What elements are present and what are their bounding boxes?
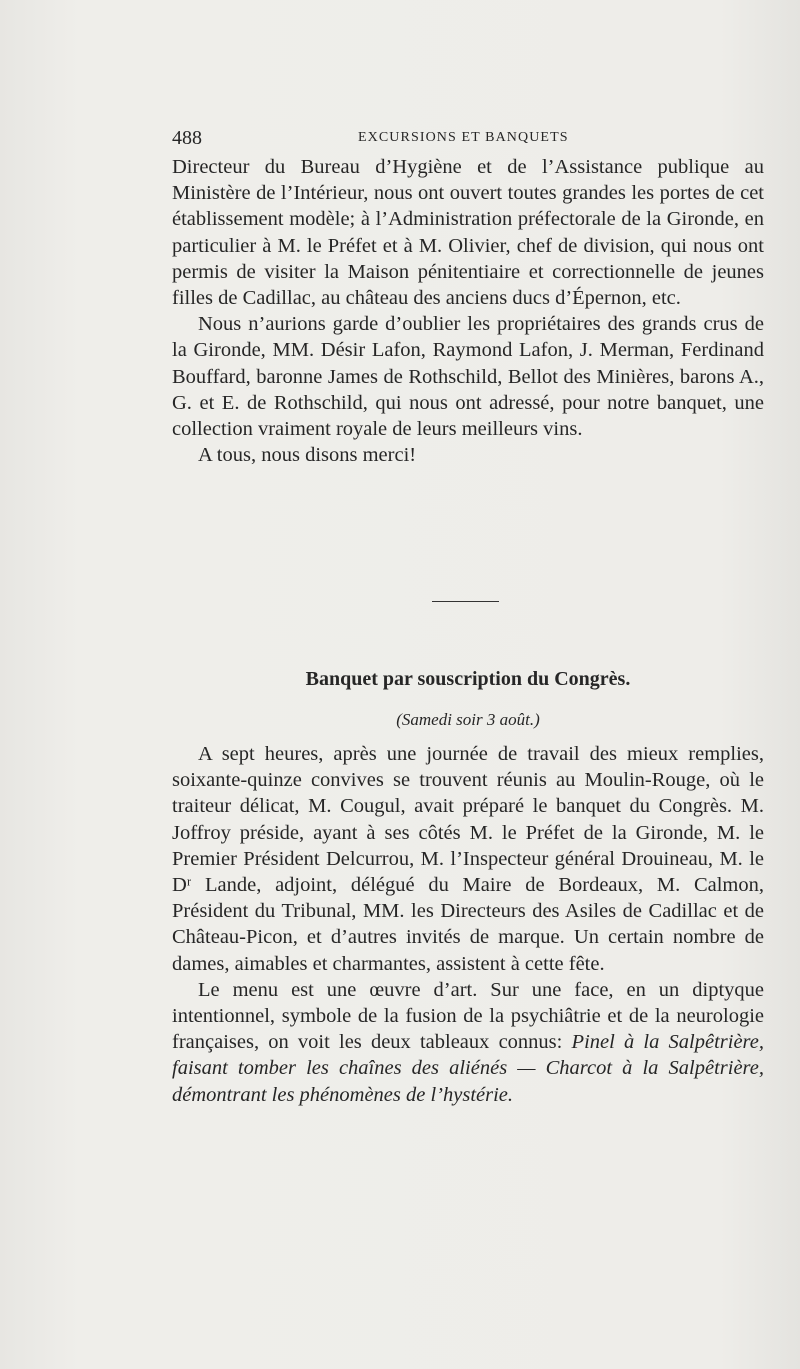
menu-text-plain: Le menu est une œuvre d’art. Sur une face, en un diptyque intentionnel, symbole de la fusion de la psychiâtrie et de la neurologie françaises, on voit les deux tableaux connus:	[172, 978, 764, 1054]
running-head	[172, 127, 764, 151]
paragraph-thanks-administration: Directeur du Bureau d’Hygiène et de l’Assistance publique au Ministère de l’Intérieur, nous ont ouvert toutes grandes les portes de cet établissement modèle; à l’Administration préfectorale de la Gironde, en particulier à M. le Préfet et à M. Olivier, chef de division, qui nous ont permis de visiter la Maison pénitentiaire et correctionnelle de jeunes filles de Cadillac, au château des anciens ducs d’Épernon, etc.	[172, 156, 764, 310]
section-date: (Samedi soir 3 août.)	[396, 710, 540, 729]
menu-text-italic: Pinel à la Salpêtrière, faisant tomber les chaînes des aliénés — Charcot à la Salpêtrière, démontrant les phénomènes de l’hystérie.	[172, 1031, 764, 1106]
paragraph-thanks-all: A tous, nous disons merci!	[198, 444, 417, 467]
paragraph-thanks-wine-owners: Nous n’aurions garde d’oublier les propriétaires des grands crus de la Gironde, MM. Désir Lafon, Raymond Lafon, J. Merman, Ferdinand Bouffard, baronne James de Rothschild, Bellot des Minières, barons A., G. et E. de Rothschild, qui nous ont adressé, pour notre banquet, une collection vraiment royale de leurs meilleurs vins.	[172, 313, 764, 441]
section-divider	[432, 601, 499, 602]
running-title: EXCURSIONS ET BANQUETS	[358, 130, 569, 145]
section-heading: Banquet par souscription du Congrès.	[305, 668, 631, 690]
page-number: 488	[172, 127, 202, 149]
paragraph-menu	[172, 977, 764, 1108]
bottom-text-block	[172, 741, 764, 1108]
paragraph-banquet: A sept heures, après une journée de travail des mieux remplies, soixante-quinze convives se trouvent réunis au Moulin-Rouge, où le traiteur délicat, M. Cougul, avait préparé le banquet du Congrès. M. Joffroy préside, ayant à ses côtés M. le Préfet de la Gironde, M. le Premier Président Delcurrou, M. l’Inspecteur général Drouineau, M. le Dʳ Lande, adjoint, délégué du Maire de Bordeaux, M. Calmon, Président du Tribunal, MM. les Directeurs des Asiles de Cadillac et de Château-Picon, et d’autres invités de marque. Un certain nombre de dames, aimables et charmantes, assistent à cette fête.	[172, 743, 764, 975]
top-text-block	[172, 154, 764, 468]
